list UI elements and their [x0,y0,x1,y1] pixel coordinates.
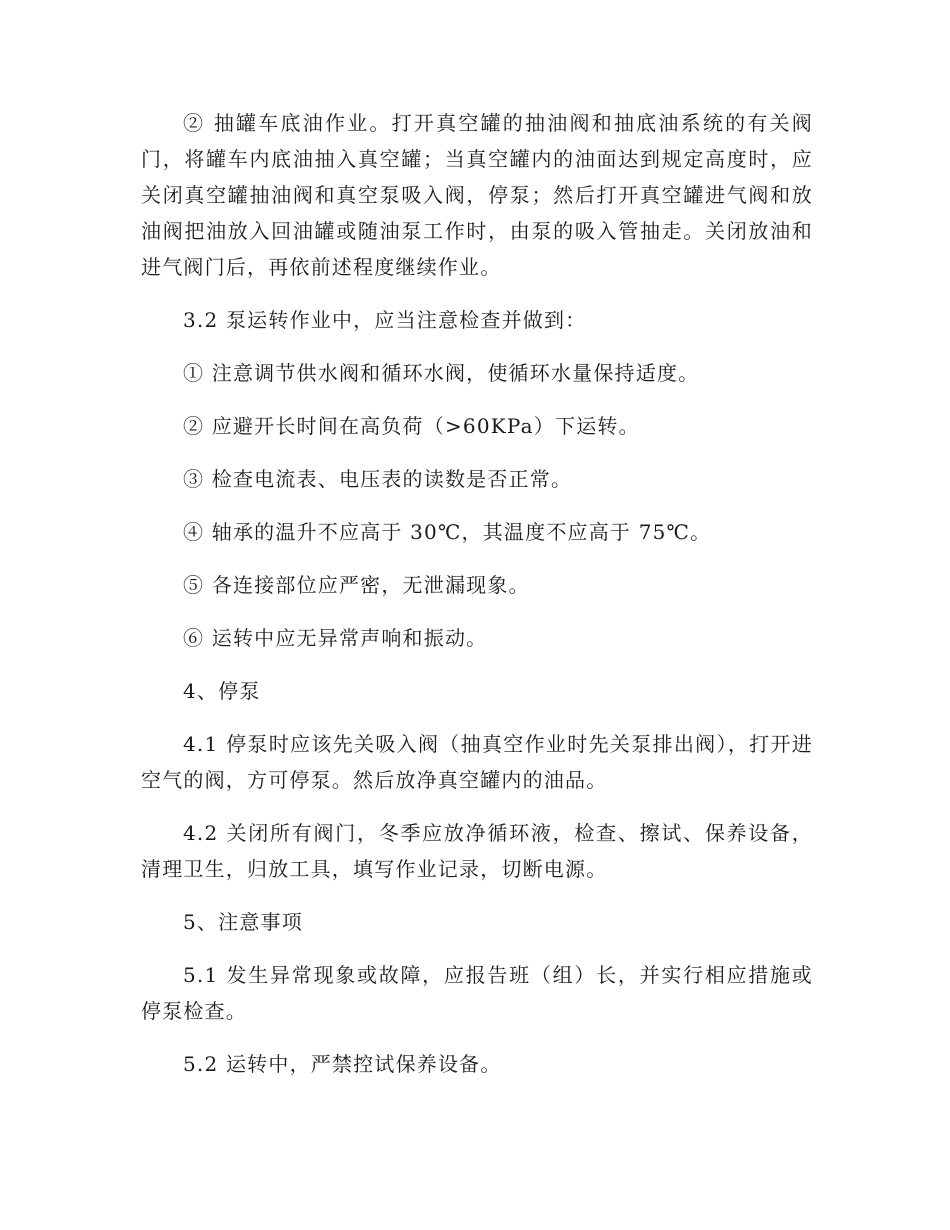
paragraph-section-5-1: 5.1 发生异常现象或故障，应报告班（组）长，并实行相应措施或停泵检查。 [141,963,813,1023]
paragraph-section-4-1: 4.1 停泵时应该先关吸入阀（抽真空作业时先关泵排出阀），打开进空气的阀，方可停泵。然后放净真空罐内的油品。 [141,732,813,792]
paragraph-item-6: ⑥ 运转中应无异常声响和振动。 [183,626,488,650]
paragraph-section-3-2: 3.2 泵运转作业中，应当注意检查并做到： [183,308,587,332]
paragraph-section-5-2: 5.2 运转中，严禁控试保养设备。 [183,1052,502,1076]
paragraph-item-2: ② 应避开长时间在高负荷（>60KPa）下运转。 [183,414,640,438]
paragraph-item-3: ③ 检查电流表、电压表的读数是否正常。 [183,467,573,491]
heading-section-5: 5、注意事项 [183,910,303,934]
document-body [141,105,813,1099]
paragraph-item-1: ① 注意调节供水阀和循环水阀，使循环水量保持适度。 [183,361,700,385]
paragraph-section-4-2: 4.2 关闭所有阀门，冬季应放净循环液，检查、擦试、保养设备，清理卫生，归放工具，填写作业记录，切断电源。 [141,821,813,881]
paragraph-bottom-oil-operation: ② 抽罐车底油作业。打开真空罐的抽油阀和抽底油系统的有关阀门，将罐车内底油抽入真空罐；当真空罐内的油面达到规定高度时，应关闭真空罐抽油阀和真空泵吸入阀，停泵；然后打开真空罐进气阀和放油阀把油放入回油罐或随油泵工作时，由泵的吸入管抽走。关闭放油和进气阀门后，再依前述程度继续作业。 [141,111,813,279]
paragraph-item-4: ④ 轴承的温升不应高于 30℃，其温度不应高于 75℃。 [183,520,712,544]
heading-section-4: 4、停泵 [183,679,261,703]
paragraph-item-5: ⑤ 各连接部位应严密，无泄漏现象。 [183,573,530,597]
